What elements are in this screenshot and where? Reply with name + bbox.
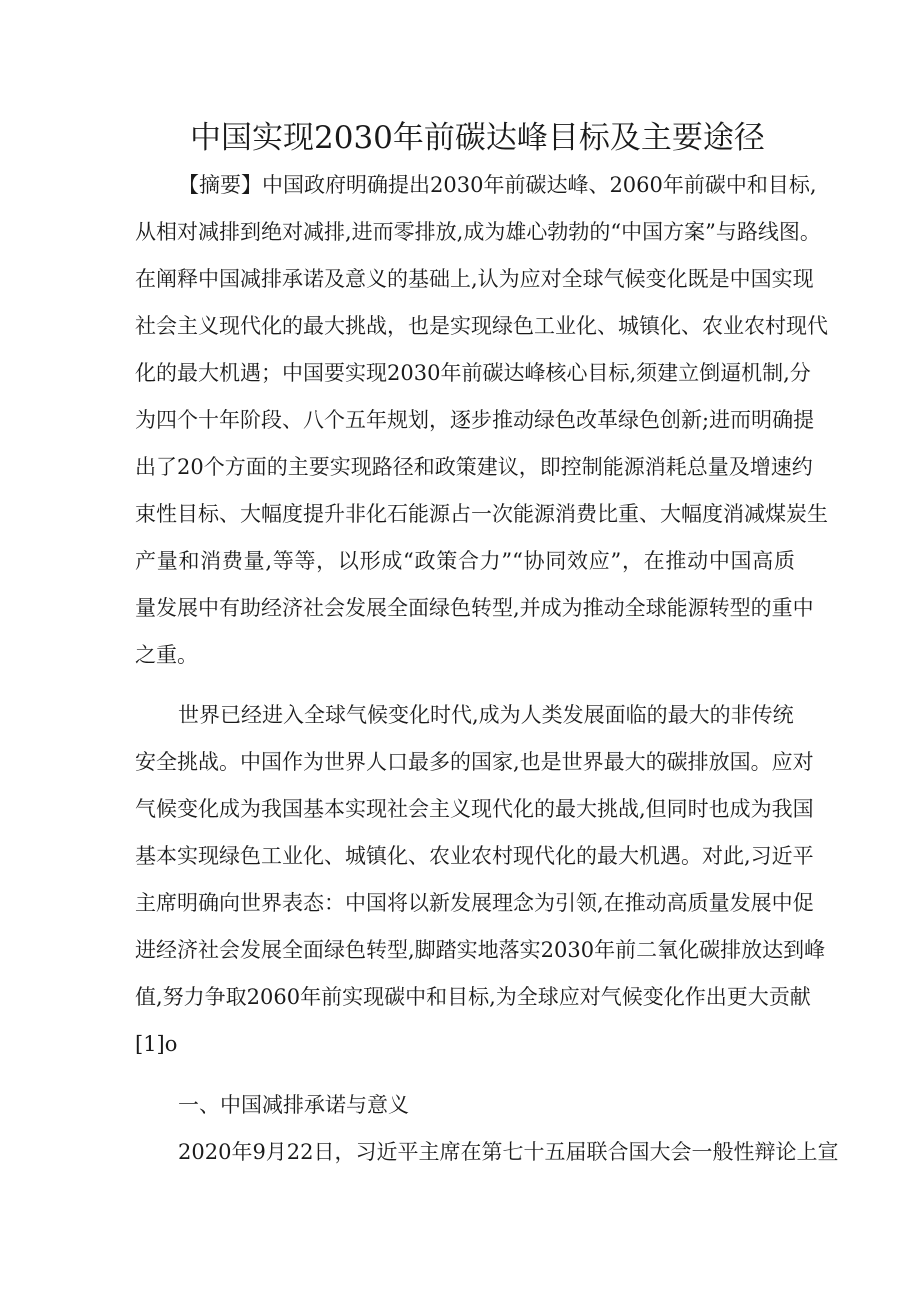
document-title: 中国实现2030年前碳达峰目标及主要途径 [190,120,765,156]
section-heading: 一、中国减排承诺与意义 [178,1093,409,1117]
abstract-line: 之重。 [135,643,198,667]
body-line: 主席明确向世界表态：中国将以新发展理念为引领,在推动高质量发展中促 [135,891,814,915]
body-line: 世界已经进入全球气候变化时代,成为人类发展面临的最大的非传统 [178,703,794,727]
abstract-line: 在阐释中国减排承诺及意义的基础上,认为应对全球气候变化既是中国实现 [135,267,814,291]
body-line: 基本实现绿色工业化、城镇化、农业农村现代化的最大机遇。对此,习近平 [135,844,814,868]
abstract-line: 产量和消费量,等等，以形成“政策合力”“协同效应”，在推动中国高质 [135,549,795,573]
abstract-line: 束性目标、大幅度提升非化石能源占一次能源消费比重、大幅度消减煤炭生 [135,502,828,526]
section-first-line: 2020年9月22日，习近平主席在第七十五届联合国大会一般性辩论上宣 [178,1140,839,1164]
abstract-line: 出了20个方面的主要实现路径和政策建议，即控制能源消耗总量及增速约 [135,455,813,479]
abstract-line: 从相对减排到绝对减排,进而零排放,成为雄心勃勃的“中国方案”与路线图。 [135,220,821,244]
body-line: 进经济社会发展全面绿色转型,脚踏实地落实2030年前二氧化碳排放达到峰 [135,938,826,962]
body-line: 值,努力争取2060年前实现碳中和目标,为全球应对气候变化作出更大贡献 [135,985,811,1009]
abstract-line: 为四个十年阶段、八个五年规划，逐步推动绿色改革绿色创新;进而明确提 [135,408,815,432]
abstract-line: 社会主义现代化的最大挑战，也是实现绿色工业化、城镇化、农业农村现代 [135,314,828,338]
abstract-line: 化的最大机遇；中国要实现2030年前碳达峰核心目标,须建立倒逼机制,分 [135,361,811,385]
body-line: 气候变化成为我国基本实现社会主义现代化的最大挑战,但同时也成为我国 [135,797,814,821]
body-line: [1]o [135,1032,178,1056]
abstract-line: 【摘要】中国政府明确提出2030年前碳达峰、2060年前碳中和目标, [178,173,817,197]
abstract-line: 量发展中有助经济社会发展全面绿色转型,并成为推动全球能源转型的重中 [135,596,814,620]
body-line: 安全挑战。中国作为世界人口最多的国家,也是世界最大的碳排放国。应对 [135,750,814,774]
